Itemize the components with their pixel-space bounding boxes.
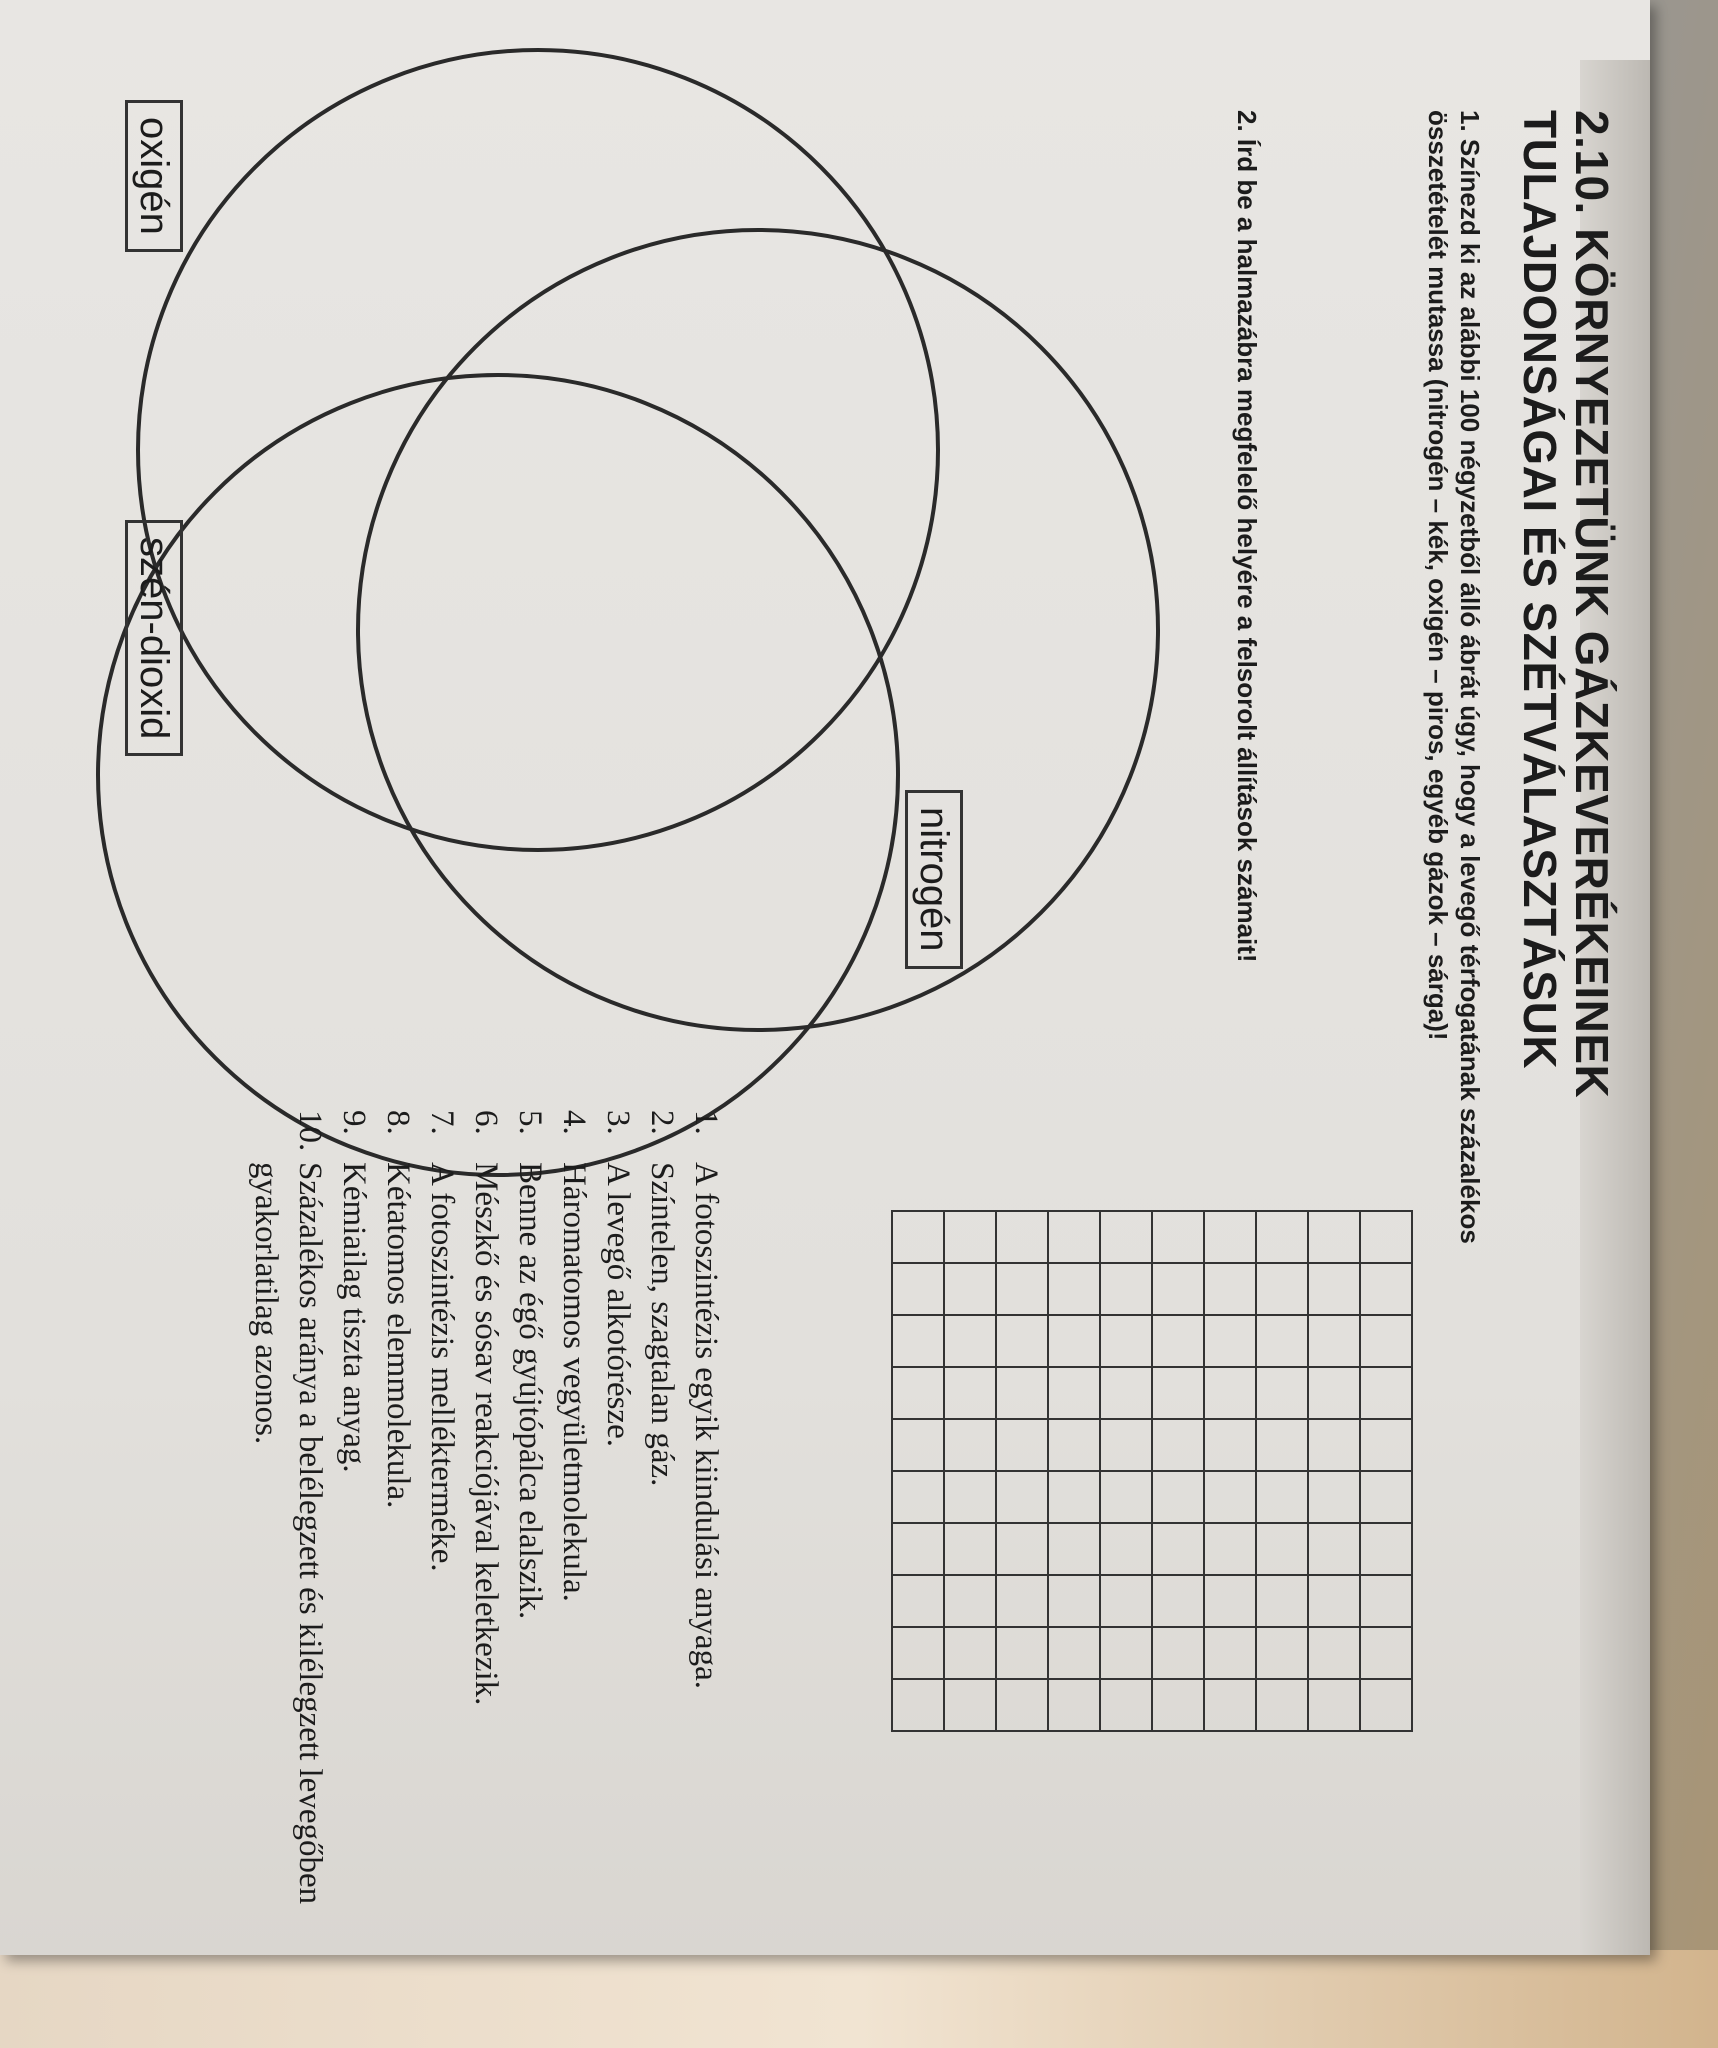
statement-item — [464, 1110, 508, 2010]
venn-circle-nitrogen — [358, 230, 1158, 1030]
statement-number: 6. — [468, 1110, 504, 1135]
statement-number: 4. — [556, 1110, 592, 1135]
statement-item — [508, 1110, 552, 2010]
statement-number: 5. — [512, 1110, 548, 1135]
statement-number: 2. — [644, 1110, 680, 1135]
venn-label-carbon-dioxide: szén-dioxid — [125, 520, 183, 756]
venn-label-oxygen: oxigén — [125, 100, 183, 252]
task-2-number: 2. — [1232, 110, 1262, 132]
statement-item — [420, 1110, 464, 2010]
statement-item — [552, 1110, 596, 2010]
statement-text: Háromatomos vegyületmolekula. — [556, 1162, 592, 1602]
statement-item — [684, 1110, 728, 2010]
statement-number: 7. — [424, 1110, 460, 1135]
title-line-2: TULAJDONSÁGAI ÉS SZÉTVÁLASZTÁSUK — [1514, 110, 1566, 1070]
statement-item — [596, 1110, 640, 2010]
venn-label-nitrogen: nitrogén — [905, 790, 963, 969]
statement-item — [376, 1110, 420, 2010]
statement-text: Mészkő és sósav reakciójával keletkezik. — [468, 1162, 504, 1706]
statement-text: Kétatomos elemmolekula. — [380, 1162, 416, 1509]
statement-text: A levegő alkotórésze. — [600, 1162, 636, 1447]
statement-number: 10. — [292, 1110, 328, 1152]
statement-text: Színtelen, szagtalan gáz. — [644, 1162, 680, 1487]
statement-text: Százalékos aránya a belélegzett és kilélegzett levegőben gyakorlatilag azonos. — [248, 1162, 328, 1905]
statement-text: A fotoszintézis egyik kiindulási anyaga. — [688, 1162, 724, 1689]
statement-text: Benne az égő gyújtópálca elalszik. — [512, 1162, 548, 1620]
statement-item — [640, 1110, 684, 2010]
task-1-number: 1. — [1455, 110, 1485, 132]
statement-text: A fotoszintézis mellékterméke. — [424, 1162, 460, 1572]
task-1-text: Színezd ki az alábbi 100 négyzetből álló ábrát úgy, hogy a levegő térfogatának százalékos összetételét mutassa (nitrogén – kék, oxigén – piros, egyéb gázok – sárga)! — [1423, 110, 1485, 1244]
statement-list — [244, 1110, 728, 2010]
statement-item — [332, 1110, 376, 2010]
statement-number: 9. — [336, 1110, 372, 1135]
task-2-text: Írd be a halmazábra megfelelő helyére a felsorolt állítások számait! — [1232, 138, 1262, 963]
statement-text: Kémiailag tiszta anyag. — [336, 1162, 372, 1473]
title-line-1: 2.10. KÖRNYEZETÜNK GÁZKEVERÉKEINEK — [1566, 110, 1618, 1099]
statement-number: 3. — [600, 1110, 636, 1135]
statement-number: 1. — [688, 1110, 724, 1135]
venn-circle-oxygen — [138, 50, 938, 850]
venn-circle-carbon-dioxide — [98, 375, 898, 1175]
statement-number: 8. — [380, 1110, 416, 1135]
statement-item — [244, 1110, 332, 2010]
